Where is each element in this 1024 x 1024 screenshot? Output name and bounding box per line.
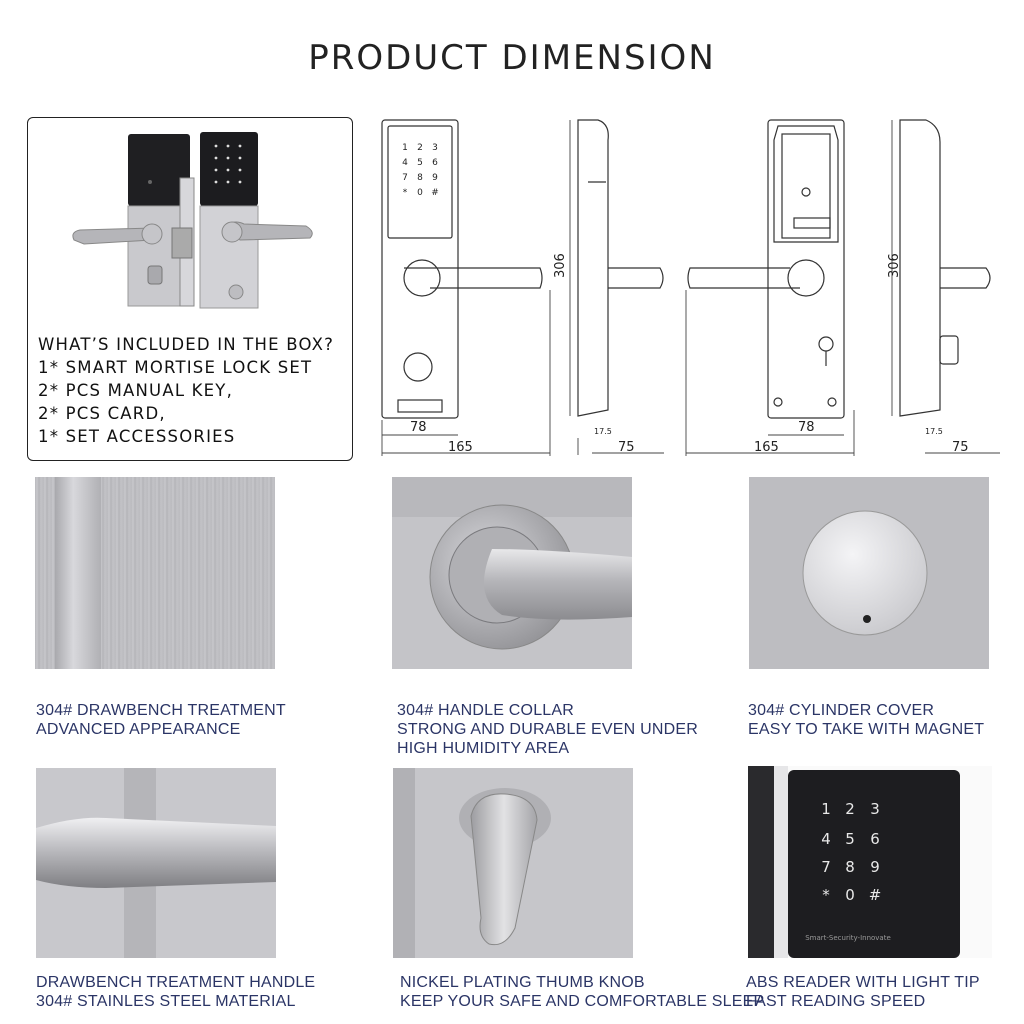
box-line: 1* SMART MORTISE LOCK SET — [38, 358, 313, 377]
dimension-drawing — [370, 110, 1020, 460]
svg-text:#: # — [431, 188, 439, 198]
dim-height-back: 306 — [887, 253, 902, 278]
keypad-key: 3 — [870, 800, 880, 818]
dim-plate-width-back: 78 — [798, 420, 815, 435]
keypad-key: 2 — [845, 800, 855, 818]
svg-text:6: 6 — [432, 158, 438, 168]
box-line: 2* PCS CARD, — [38, 404, 166, 423]
dim-plate-width-front: 78 — [410, 420, 427, 435]
svg-text:8: 8 — [417, 173, 423, 183]
keypad-key: 0 — [845, 886, 855, 904]
svg-text:4: 4 — [402, 158, 408, 168]
feature-caption-5: NICKEL PLATING THUMB KNOB KEEP YOUR SAFE AND COMFORTABLE SLEEP — [400, 974, 765, 1010]
feature-caption-4: DRAWBENCH TREATMENT HANDLE 304# STAINLES STEEL MATERIAL — [36, 974, 316, 1010]
feature-caption-6: ABS READER WITH LIGHT TIP FAST READING SPEED — [746, 974, 980, 1010]
keypad-key: 1 — [821, 800, 831, 818]
svg-text:5: 5 — [417, 158, 423, 168]
page-title: PRODUCT DIMENSION — [308, 38, 716, 78]
keypad-key: * — [822, 886, 830, 904]
keypad-key: 4 — [821, 830, 831, 848]
cylinder-cover-photo — [749, 477, 989, 669]
svg-text:*: * — [402, 188, 408, 198]
svg-text:1: 1 — [402, 143, 408, 153]
box-line: 2* PCS MANUAL KEY, — [38, 381, 234, 400]
lock-set-product-photo — [60, 128, 330, 318]
keypad-key: 8 — [845, 858, 855, 876]
box-contents-list — [38, 333, 334, 448]
dim-height-front: 306 — [553, 253, 568, 278]
feature-caption-2: 304# HANDLE COLLAR STRONG AND DURABLE EVEN UNDER HIGH HUMIDITY AREA — [397, 702, 698, 757]
abs-reader-photo — [748, 766, 992, 958]
svg-text:0: 0 — [417, 188, 423, 198]
keypad-key: # — [868, 886, 882, 904]
keypad-key: 7 — [821, 858, 831, 876]
svg-text:7: 7 — [402, 173, 408, 183]
keypad-key: 9 — [870, 858, 880, 876]
dim-total-width-front: 165 — [448, 440, 473, 455]
drawbench-photo — [35, 477, 275, 669]
dim-thickness-front: 17.5 — [594, 427, 612, 436]
reader-brand-text: Smart-Security-Innovate — [805, 934, 891, 942]
thumb-knob-photo — [393, 768, 633, 958]
svg-text:3: 3 — [432, 143, 438, 153]
feature-caption-3: 304# CYLINDER COVER EASY TO TAKE WITH MAGNET — [748, 702, 985, 738]
svg-text:2: 2 — [417, 143, 423, 153]
handle-collar-photo — [392, 477, 632, 669]
dim-thickness-back: 17.5 — [925, 427, 943, 436]
box-line: 1* SET ACCESSORIES — [38, 427, 236, 446]
dim-depth-front: 75 — [618, 440, 635, 455]
dim-depth-back: 75 — [952, 440, 969, 455]
keypad-key: 5 — [845, 830, 855, 848]
box-line: WHAT’S INCLUDED IN THE BOX? — [38, 335, 335, 354]
feature-caption-1: 304# DRAWBENCH TREATMENT ADVANCED APPEARANCE — [36, 702, 286, 738]
lever-handle-photo — [36, 768, 276, 958]
dim-total-width-back: 165 — [754, 440, 779, 455]
keypad-key: 6 — [870, 830, 880, 848]
svg-text:9: 9 — [432, 173, 438, 183]
